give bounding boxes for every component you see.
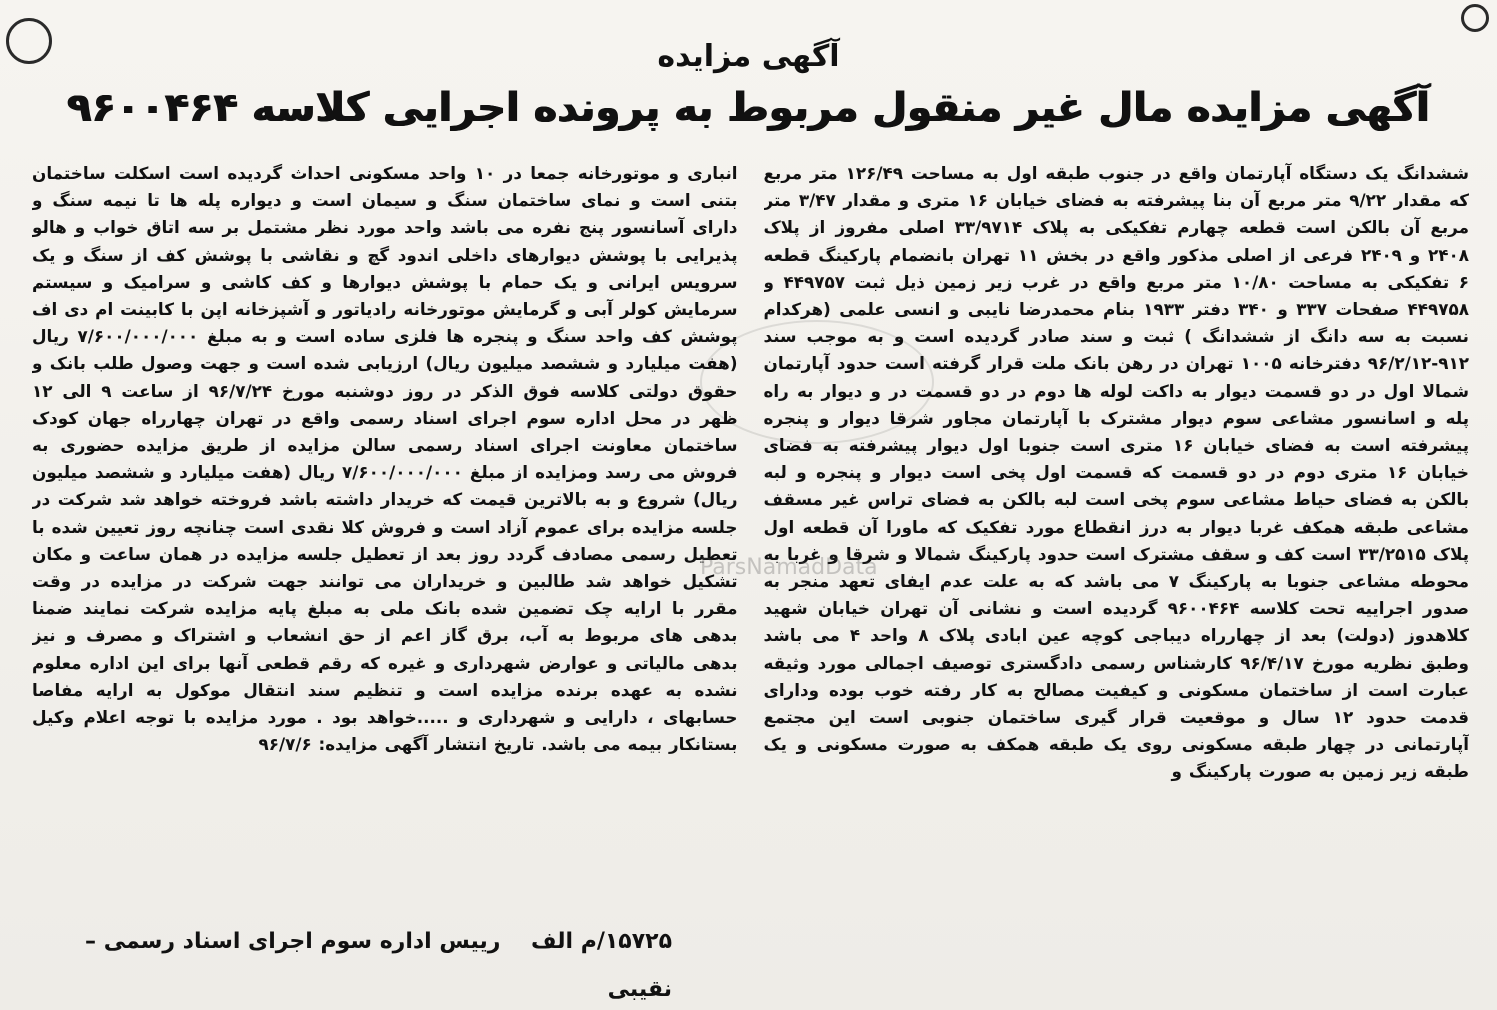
- corner-ornament: [1461, 4, 1489, 32]
- column-left: انباری و موتورخانه جمعا در ۱۰ واحد مسکونی احداث گردیده است اسکلت ساختمان بتنی است و نمای ساختمان سنگ و سیمان است و دیواره پله ها تا نیمه سنگ و دارای آسانسور پنج نفره می باشد واحد مورد نظر مشتمل بر سه اتاق خواب و هالو پذیرایی با پوشش دیوارهای داخلی اندود گچ و نقاشی با پوشش کف از سنگ و یک سرویس ایرانی و یک حمام با پوشش دیوارها و کف کاشی و سرامیک و سیستم سرمایش کولر آبی و گرمایش موتورخانه رادیاتور و آشپزخانه اپن با کابینت ام دی اف پوشش کف واحد سنگ و پنجره ها فلزی ساده است و به مبلغ ۷/۶۰۰/۰۰۰/۰۰۰ ریال (هفت میلیارد و ششصد میلیون ریال) ارزیابی شده است و جهت وصول طلب بانک و حقوق دولتی کلاسه فوق الذکر در روز دوشنبه مورخ ۹۶/۷/۲۴ از ساعت ۹ الی ۱۲ ظهر در محل اداره سوم اجرای اسناد رسمی واقع در تهران چهارراه جهان کودک ساختمان معاونت اجرای اسناد رسمی سالن مزایده از طریق مزایده حضوری به فروش می رسد ومزایده از مبلغ ۷/۶۰۰/۰۰۰/۰۰۰ ریال (هفت میلیارد و ششصد میلیون ریال) شروع و به بالاترین قیمت که خریدار داشته باشد فروخته خواهد شد شرکت در جلسه مزایده برای عموم آزاد است و فروش کلا نقدی است چنانچه روز تعیین شده با تعطیل رسمی مصادف گردد روز بعد از تعطیل جلسه مزایده در همان ساعت و مکان تشکیل خواهد شد طالبین و خریداران می توانند جهت شرکت در مزایده در وقت مقرر با ارایه چک تضمین شده بانک ملی به مبلغ پایه مزایده شرکت نمایند ضمنا بدهی های مربوط به آب، برق گاز اعم از حق انشعاب و اشتراک و مصرف و نیز بدهی مالیاتی و عوارض شهرداری و غیره که رقم قطعی آنها برای این اداره معلوم نشده به عهده برنده مزایده است و تنظیم سند انتقال موکول به ارایه مفاصا حسابهای ، دارایی و شهرداری و .....خواهد بود . مورد مزایده با توجه اعلام وکیل بستانکار بیمه می باشد. تاریخ انتشار آگهی مزایده: ۹۶/۷/۶: [32, 163, 738, 755]
- notice-code: ۱۵۷۲۵/م الف: [531, 929, 672, 954]
- title-small: آگهی مزایده: [657, 39, 840, 74]
- signatory: رییس اداره سوم اجرای اسناد رسمی – نقیبی: [85, 929, 672, 1002]
- page-title: آگهی مزایده مال غیر منقول مربوط به پرونده اجرایی کلاسه ۹۶۰۰۴۶۴: [67, 85, 1430, 131]
- column-right: ششدانگ یک دستگاه آپارتمان واقع در جنوب طبقه اول به مساحت ۱۲۶/۴۹ متر مربع که مقدار ۹/۲۲ متر مربع آن بنا پیشرفته به فضای خیابان ۱۶ متری و مقدار ۳/۴۷ متر مربع آن بالکن است قطعه چهارم تفکیکی به پلاک ۳۳/۹۷۱۴ اصلی مفروز از پلاک ۲۴۰۸ و ۲۴۰۹ فرعی از اصلی مذکور واقع در بخش ۱۱ تهران بانضمام پارکینگ قطعه ۶ تفکیکی به مساحت ۱۰/۸۰ متر مربع واقع در غرب زیر زمین ذیل ثبت ۴۴۹۷۵۷ و ۴۴۹۷۵۸ صفحات ۳۳۷ و ۳۴۰ دفتر ۱۹۳۳ بنام محمدرضا نایبی و انسی علمی (هرکدام نسبت به سه دانگ از ششدانگ ) ثبت و سند صادر گردیده است و به موجب سند ۹۱۲-۹۶/۲/۱۲ دفترخانه ۱۰۰۵ تهران در رهن بانک ملت قرار گرفته است حدود آپارتمان شمالا اول در دو قسمت دیوار به داکت لوله ها دوم در دو قسمت در و دیوار به راه پله و اسانسور مشاعی سوم دیوار مشترک با آپارتمان مجاور شرقا دیوار و پنجره پیشرفته است به فضای خیابان ۱۶ متری است جنوبا اول دیوار پیشرفته به فضای خیابان ۱۶ متری دوم در دو قسمت که قسمت اول پخی است دیوار و پنجره و لبه بالکن به فضای حیاط مشاعی سوم پخی است لبه بالکن به فضای تراس غیر مسقف مشاعی طبقه همکف غربا دیوار به درز انقطاع مورد تفکیک که ماورا آن قطعه اول پلاک ۳۳/۲۵۱۵ است کف و سقف مشترک است حدود پارکینگ شمالا و شرقا و غربا به محوطه مشاعی جنوبا به پارکینگ ۷ می باشد که به علت عدم ایفای تعهد منجر به صدور اجراییه تحت کلاسه ۹۶۰۰۴۶۴ گردیده است و نشانی آن تهران خیابان شهید کلاهدوز (دولت) بعد از چهارراه دیباجی کوچه عین ابادی پلاک ۸ واحد ۴ می باشد وطبق نظریه مورخ ۹۶/۴/۱۷ کارشناس رسمی دادگستری توصیف اجمالی مورد وثیقه عبارت است از ساختمان مسکونی و کیفیت مصالح به کار رفته خوب بوده ودارای قدمت حدود ۱۲ سال و موقعیت قرار گیری ساختمان جنوبی است این مجتمع آپارتمانی در چهار طبقه مسکونی روی یک طبقه همکف به صورت مسکونی و یک طبقه زیر زمین به صورت پارکینگ و: [763, 163, 1469, 782]
- header: [0, 34, 1497, 136]
- signature: [32, 918, 672, 1010]
- watermark: ParsNamadData: [700, 555, 878, 580]
